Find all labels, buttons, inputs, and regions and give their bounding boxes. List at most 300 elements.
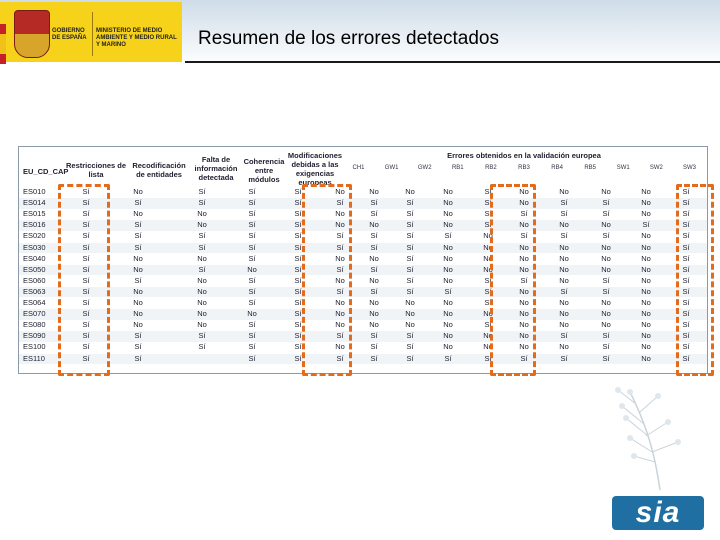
table-cell: Sí — [602, 342, 610, 352]
highlight-restricciones — [58, 184, 110, 376]
table-cell: No — [247, 264, 257, 274]
table-cell: Sí — [484, 187, 492, 196]
table-cell: Sí — [682, 242, 690, 252]
logo-text-right: MINISTERIO DE MEDIO AMBIENTE Y MEDIO RURAL Y MARINO — [96, 28, 177, 48]
table-cell: Sí — [294, 342, 302, 352]
table-cell: No — [405, 298, 415, 307]
table-cell: No — [601, 298, 611, 307]
table-cell: No — [405, 320, 415, 330]
table-cell: No — [559, 320, 569, 330]
table-cell: Sí — [444, 286, 452, 296]
table-cell: Sí — [294, 286, 302, 296]
table-cell: Sí — [406, 331, 414, 341]
table-cell: Sí — [82, 264, 90, 274]
error-subheader: RB4 — [551, 165, 563, 171]
table-cell: Sí — [682, 198, 690, 208]
table-cell: Sí — [294, 253, 302, 263]
table-cell: No — [601, 309, 611, 319]
table-cell: Sí — [82, 331, 90, 341]
table-cell: Sí — [370, 231, 378, 241]
table-cell: Sí — [484, 298, 492, 307]
table-row — [19, 243, 707, 254]
table-cell: No — [335, 187, 345, 196]
table-cell: No — [483, 264, 493, 274]
table-row — [19, 220, 707, 231]
table-cell: Sí — [336, 231, 344, 241]
coat-of-arms-icon — [14, 10, 50, 58]
table-cell: Sí — [248, 220, 256, 230]
table-row — [19, 331, 707, 342]
row-label: ES040 — [23, 253, 46, 263]
table-cell: No — [641, 231, 651, 241]
row-label: ES110 — [23, 353, 45, 363]
table-cell: Sí — [198, 264, 206, 274]
table-cell: Sí — [406, 231, 414, 241]
table-cell: Sí — [484, 275, 492, 285]
table-cell: No — [641, 331, 651, 341]
row-label: ES064 — [23, 298, 46, 307]
table-cell: Sí — [520, 209, 528, 219]
table-cell: No — [559, 309, 569, 319]
table-cell: Sí — [134, 220, 142, 230]
table-cell: Sí — [134, 275, 142, 285]
table-cell: No — [247, 309, 257, 319]
table-cell: Sí — [248, 298, 256, 307]
table-cell: No — [601, 187, 611, 196]
slide-header — [0, 0, 720, 66]
table-cell: No — [443, 298, 453, 307]
table-cell: No — [443, 242, 453, 252]
table-cell: No — [519, 342, 529, 352]
table-cell: No — [483, 231, 493, 241]
table-row — [19, 309, 707, 320]
table-cell: No — [133, 298, 143, 307]
table-cell: Sí — [294, 231, 302, 241]
error-subheader: RB2 — [485, 165, 497, 171]
table-cell: Sí — [134, 231, 142, 241]
table-cell: Sí — [248, 187, 256, 196]
table-cell: No — [369, 298, 379, 307]
table-cell: No — [133, 187, 143, 196]
table-cell: No — [335, 342, 345, 352]
table-cell: Sí — [294, 198, 302, 208]
table-cell: No — [641, 198, 651, 208]
table-cell: Sí — [248, 231, 256, 241]
table-cell: No — [443, 342, 453, 352]
table-cell: No — [369, 220, 379, 230]
table-cell: No — [519, 331, 529, 341]
table-cell: Sí — [82, 286, 90, 296]
table-cell: Sí — [294, 353, 302, 363]
row-label: ES015 — [23, 209, 46, 219]
table-cell: Sí — [602, 353, 610, 363]
table-cell: No — [641, 309, 651, 319]
table-cell: Sí — [682, 353, 690, 363]
table-cell: Sí — [248, 320, 256, 330]
error-subheader: GW2 — [417, 165, 432, 171]
table-cell: Sí — [134, 353, 142, 363]
table-cell: Sí — [82, 309, 90, 319]
table-cell: Sí — [484, 320, 492, 330]
table-cell: No — [519, 242, 529, 252]
table-cell: Sí — [520, 353, 528, 363]
table-cell: Sí — [682, 286, 690, 296]
table-cell: No — [133, 286, 143, 296]
table-cell: No — [335, 209, 345, 219]
table-cell: Sí — [294, 242, 302, 252]
highlight-rb2 — [490, 184, 536, 376]
table-cell: No — [369, 187, 379, 196]
table-cell: No — [641, 187, 651, 196]
table-cell: Sí — [406, 353, 414, 363]
table-cell: No — [197, 309, 207, 319]
table-cell: Sí — [370, 209, 378, 219]
table-cell: Sí — [682, 231, 690, 241]
table-cell: Sí — [336, 286, 344, 296]
table-cell: Sí — [406, 242, 414, 252]
table-cell: Sí — [370, 264, 378, 274]
error-subheader: SW2 — [649, 165, 663, 171]
table-cell: Sí — [520, 275, 528, 285]
table-cell: Sí — [336, 198, 344, 208]
table-cell: No — [335, 275, 345, 285]
table-cell: Sí — [560, 353, 568, 363]
table-cell: Sí — [134, 331, 142, 341]
table-cell: Sí — [134, 198, 142, 208]
table-cell: No — [197, 286, 207, 296]
table-cell: No — [335, 320, 345, 330]
table-cell: Sí — [134, 342, 142, 352]
table-cell: No — [483, 342, 493, 352]
table-row — [19, 254, 707, 265]
table-row — [19, 276, 707, 287]
table-cell: Sí — [198, 231, 206, 241]
table-cell: No — [559, 342, 569, 352]
table-cell: No — [641, 264, 651, 274]
table-cell: Sí — [484, 220, 492, 230]
table-cell: Sí — [294, 220, 302, 230]
table-cell: No — [369, 320, 379, 330]
table-cell: Sí — [370, 286, 378, 296]
table-cell: Sí — [82, 231, 90, 241]
table-cell: Sí — [82, 342, 90, 352]
table-cell: Sí — [560, 209, 568, 219]
table-cell: No — [197, 275, 207, 285]
col-header-modificaciones: Modificaciones debidas a las exigencias europeas — [287, 151, 343, 187]
table-cell: No — [369, 309, 379, 319]
error-subheader: SW1 — [616, 165, 630, 171]
table-cell: No — [601, 220, 611, 230]
col-header-restricciones: Restricciones de lista — [65, 161, 127, 179]
table-cell: Sí — [406, 286, 414, 296]
col-header-falta: Falta de información detectada — [194, 155, 238, 182]
table-cell: Sí — [82, 353, 90, 363]
table-cell: Sí — [560, 231, 568, 241]
table-cell: Sí — [520, 231, 528, 241]
table-cell: No — [641, 209, 651, 219]
table-cell: No — [483, 309, 493, 319]
row-label: ES016 — [23, 220, 46, 230]
table-cell: No — [443, 253, 453, 263]
government-logo — [0, 2, 182, 62]
table-cell: Sí — [484, 353, 492, 363]
table-cell: No — [335, 253, 345, 263]
table-cell: No — [335, 298, 345, 307]
table-cell: No — [369, 275, 379, 285]
table-cell: No — [443, 198, 453, 208]
table-cell: Sí — [198, 198, 206, 208]
table-cell: Sí — [294, 331, 302, 341]
table-cell: Sí — [198, 342, 206, 352]
table-cell: Sí — [248, 286, 256, 296]
row-label: ES090 — [23, 331, 46, 341]
table-cell: No — [559, 275, 569, 285]
table-cell: Sí — [370, 342, 378, 352]
table-cell: No — [405, 187, 415, 196]
table-row — [19, 354, 707, 365]
row-label: ES014 — [23, 198, 46, 208]
table-cell: Sí — [370, 353, 378, 363]
table-row — [19, 187, 707, 198]
table-cell: Sí — [406, 264, 414, 274]
table-cell: Sí — [82, 253, 90, 263]
table-cell: No — [559, 264, 569, 274]
logo-divider — [92, 12, 93, 56]
table-cell: Sí — [336, 331, 344, 341]
table-cell: No — [197, 253, 207, 263]
table-cell: Sí — [294, 309, 302, 319]
table-cell: Sí — [248, 253, 256, 263]
table-cell: No — [405, 309, 415, 319]
table-cell: No — [335, 309, 345, 319]
table-cell: Sí — [82, 320, 90, 330]
table-cell: Sí — [198, 187, 206, 196]
table-cell: Sí — [336, 353, 344, 363]
table-cell: No — [443, 320, 453, 330]
table-cell: No — [197, 220, 207, 230]
error-subheader: RB3 — [518, 165, 530, 171]
table-cell: Sí — [82, 242, 90, 252]
table-cell: No — [443, 331, 453, 341]
table-cell: Sí — [134, 242, 142, 252]
table-cell: No — [197, 320, 207, 330]
table-cell: Sí — [294, 275, 302, 285]
row-label: ES020 — [23, 231, 46, 241]
error-subheader: CH1 — [352, 165, 365, 171]
col-header-recodificacion: Recodificación de entidades — [132, 161, 186, 179]
table-cell: No — [443, 264, 453, 274]
table-cell: Sí — [406, 275, 414, 285]
table-cell: No — [133, 320, 143, 330]
table-cell: No — [519, 220, 529, 230]
table-row — [19, 320, 707, 331]
table-cell: Sí — [406, 209, 414, 219]
table-cell: No — [519, 253, 529, 263]
table-cell: Sí — [484, 209, 492, 219]
table-cell: Sí — [484, 198, 492, 208]
row-label: ES010 — [23, 187, 46, 196]
table-cell: Sí — [294, 320, 302, 330]
table-cell: Sí — [642, 220, 650, 230]
table-cell: Sí — [336, 264, 344, 274]
table-cell: Sí — [82, 298, 90, 307]
table-cell: Sí — [444, 353, 452, 363]
table-cell: Sí — [336, 242, 344, 252]
table-cell: No — [443, 275, 453, 285]
table-cell: Sí — [248, 353, 256, 363]
table-cell: No — [197, 298, 207, 307]
row-label: ES063 — [23, 286, 46, 296]
table-cell: Sí — [682, 320, 690, 330]
table-cell: Sí — [406, 253, 414, 263]
table-cell: No — [483, 253, 493, 263]
table-cell: No — [641, 353, 651, 363]
table-cell: Sí — [248, 331, 256, 341]
table-cell: No — [559, 187, 569, 196]
table-cell: No — [601, 264, 611, 274]
table-cell: No — [641, 320, 651, 330]
table-cell: Sí — [682, 220, 690, 230]
table-cell: No — [133, 253, 143, 263]
table-cell: No — [559, 242, 569, 252]
error-subheader: RB1 — [451, 165, 464, 171]
table-row — [19, 298, 707, 309]
table-cell: No — [133, 309, 143, 319]
table-cell: No — [641, 253, 651, 263]
table-cell: Sí — [560, 286, 568, 296]
table-cell — [187, 354, 217, 365]
table-cell: Sí — [682, 309, 690, 319]
table-cell: Sí — [82, 275, 90, 285]
error-subheader: GW1 — [384, 165, 399, 171]
table-cell: Sí — [682, 298, 690, 307]
table-row — [19, 265, 707, 276]
table-cell: No — [443, 220, 453, 230]
table-cell: Sí — [82, 220, 90, 230]
table-cell: Sí — [370, 198, 378, 208]
table-cell: Sí — [248, 342, 256, 352]
table-cell: Sí — [248, 209, 256, 219]
table-cell: Sí — [682, 342, 690, 352]
highlight-sw3 — [676, 184, 714, 376]
table-cell: No — [641, 275, 651, 285]
page-title: Resumen de los errores detectados — [198, 28, 499, 49]
table-cell: No — [443, 209, 453, 219]
table-cell: Sí — [82, 187, 90, 196]
table-cell: Sí — [682, 253, 690, 263]
flag-icon — [0, 24, 6, 64]
fern-decoration-icon — [560, 372, 720, 492]
table-cell: No — [197, 209, 207, 219]
sia-logo: sia — [612, 496, 704, 530]
table-cell: No — [601, 242, 611, 252]
table-row — [19, 198, 707, 209]
table-row — [19, 287, 707, 298]
table-cell: No — [519, 298, 529, 307]
table-cell: No — [519, 187, 529, 196]
table-cell: Sí — [682, 264, 690, 274]
table-cell: Sí — [248, 198, 256, 208]
row-label: ES060 — [23, 275, 46, 285]
table-cell: Sí — [602, 209, 610, 219]
table-cell: Sí — [602, 286, 610, 296]
table-cell: No — [519, 198, 529, 208]
table-cell: No — [133, 264, 143, 274]
table-cell: Sí — [682, 331, 690, 341]
row-label: ES030 — [23, 242, 46, 252]
row-label: ES080 — [23, 320, 46, 330]
table-row — [19, 231, 707, 242]
table-cell: Sí — [198, 331, 206, 341]
table-cell: No — [443, 187, 453, 196]
highlight-modificaciones — [302, 184, 352, 376]
logo-text-left: GOBIERNO DE ESPAÑA — [52, 28, 87, 41]
table-cell: No — [335, 220, 345, 230]
table-cell: Sí — [406, 220, 414, 230]
table-cell: Sí — [294, 209, 302, 219]
table-cell: Sí — [294, 298, 302, 307]
table-cell: Sí — [248, 275, 256, 285]
table-cell: No — [641, 286, 651, 296]
table-cell: Sí — [370, 242, 378, 252]
table-cell: No — [641, 242, 651, 252]
table-cell: No — [641, 342, 651, 352]
col-header-coherencia: Coherencia entre módulos — [243, 157, 285, 184]
table-cell: No — [443, 309, 453, 319]
table-cell: No — [519, 264, 529, 274]
error-subheader: RB5 — [584, 165, 596, 171]
table-cell: Sí — [82, 198, 90, 208]
row-label: ES070 — [23, 309, 46, 319]
table-cell: No — [483, 331, 493, 341]
title-underline — [185, 61, 720, 63]
table-cell: No — [133, 209, 143, 219]
errors-table — [18, 146, 708, 374]
table-cell: Sí — [484, 286, 492, 296]
table-cell: Sí — [560, 331, 568, 341]
table-cell: Sí — [406, 198, 414, 208]
table-cell: No — [559, 220, 569, 230]
table-cell: No — [641, 298, 651, 307]
table-cell: No — [483, 242, 493, 252]
table-cell: Sí — [198, 242, 206, 252]
table-cell: Sí — [294, 187, 302, 196]
table-cell: Sí — [602, 275, 610, 285]
table-cell: Sí — [406, 342, 414, 352]
table-cell: Sí — [682, 209, 690, 219]
table-cell: Sí — [294, 264, 302, 274]
table-cell: No — [559, 298, 569, 307]
table-cell: Sí — [602, 231, 610, 241]
error-group-header: Errores obtenidos en la validación europea — [447, 151, 601, 160]
table-cell: Sí — [602, 198, 610, 208]
row-label: ES050 — [23, 264, 46, 274]
error-subheader: SW3 — [682, 165, 696, 171]
table-row — [19, 342, 707, 353]
table-cell: Sí — [560, 198, 568, 208]
table-cell: Sí — [370, 331, 378, 341]
table-cell: Sí — [248, 242, 256, 252]
table-cell: No — [559, 253, 569, 263]
table-cell: Sí — [682, 187, 690, 196]
table-cell: Sí — [682, 275, 690, 285]
table-cell: No — [369, 253, 379, 263]
table-cell: Sí — [82, 209, 90, 219]
table-cell: No — [519, 286, 529, 296]
table-row — [19, 209, 707, 220]
col-header-eucd: EU_CD_CAP — [23, 167, 69, 176]
table-cell: No — [519, 309, 529, 319]
